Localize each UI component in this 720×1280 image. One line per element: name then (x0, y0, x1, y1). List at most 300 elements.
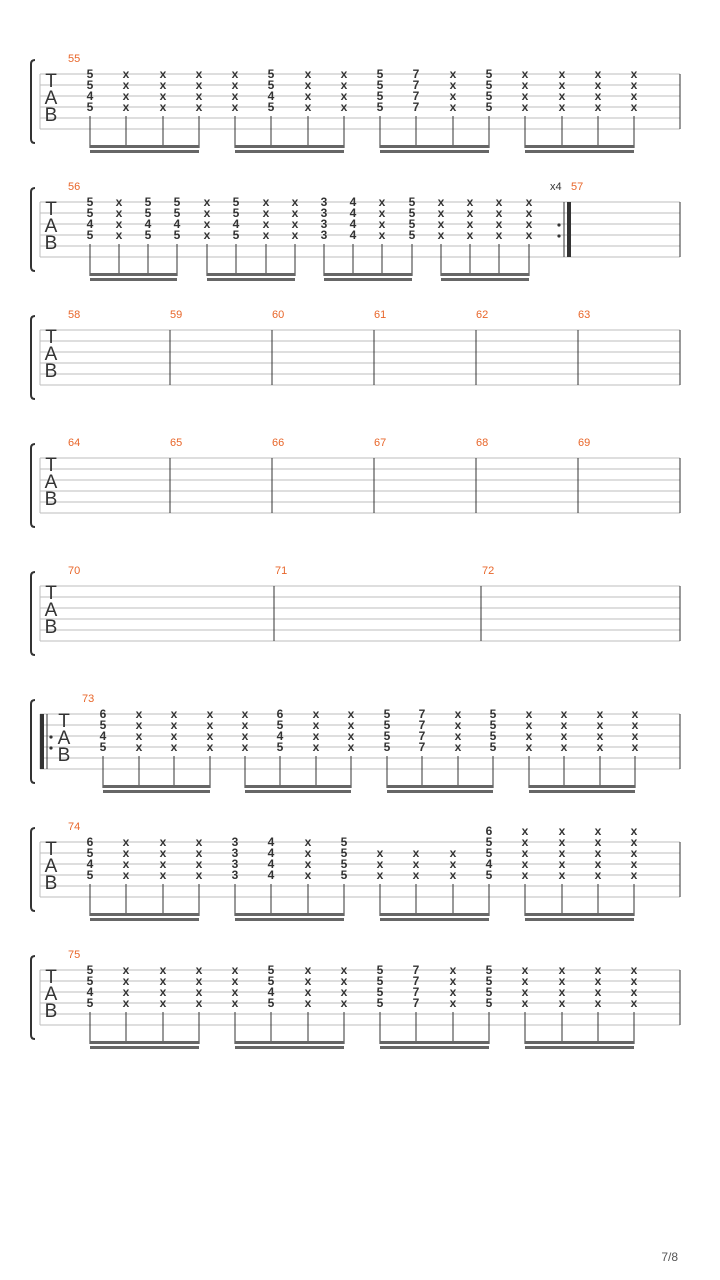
fret-note: 4 (86, 89, 94, 103)
fret-note: x (437, 217, 445, 231)
fret-note: x (159, 985, 167, 999)
beam (90, 150, 199, 153)
tab-clef-t: T (58, 711, 70, 732)
fret-note: 5 (376, 100, 384, 114)
fret-note: 5 (86, 195, 94, 209)
fret-note: 5 (86, 846, 94, 860)
measure-number: 57 (571, 181, 584, 193)
fret-note: 5 (489, 718, 497, 732)
fret-note: 3 (231, 857, 239, 871)
fret-note: x (558, 78, 566, 92)
fret-note: x (594, 89, 602, 103)
fret-note: 5 (485, 963, 493, 977)
fret-note: x (122, 67, 130, 81)
fret-note: x (378, 228, 386, 242)
tab-clef-a: A (44, 344, 58, 365)
fret-note: x (630, 963, 638, 977)
tab-clef-b: B (44, 489, 58, 510)
fret-note: 7 (412, 974, 420, 988)
fret-note: x (521, 857, 529, 871)
fret-note: x (241, 740, 249, 754)
fret-note: 7 (418, 729, 426, 743)
fret-note: x (630, 100, 638, 114)
fret-note: x (340, 67, 348, 81)
fret-note: 5 (232, 228, 240, 242)
tab-clef-b: B (44, 1001, 58, 1022)
beam (90, 1046, 199, 1049)
fret-note: x (206, 707, 214, 721)
fret-note: x (630, 835, 638, 849)
fret-note: x (135, 729, 143, 743)
beam (525, 145, 634, 148)
fret-note: 5 (144, 228, 152, 242)
fret-note: x (159, 974, 167, 988)
fret-note: x (135, 707, 143, 721)
fret-note: x (203, 195, 211, 209)
fret-note: x (558, 974, 566, 988)
fret-note: 5 (489, 707, 497, 721)
beam (235, 150, 344, 153)
fret-note: 4 (349, 217, 357, 231)
fret-note: x (525, 195, 533, 209)
fret-note: x (558, 67, 566, 81)
beam (207, 278, 295, 281)
fret-note: 5 (485, 846, 493, 860)
measure-number: 60 (272, 309, 285, 321)
fret-note: x (437, 228, 445, 242)
system-bracket (31, 444, 35, 527)
fret-note: x (412, 868, 420, 882)
fret-note: x (594, 67, 602, 81)
fret-note: x (304, 974, 312, 988)
fret-note: 3 (231, 846, 239, 860)
fret-note: 5 (376, 996, 384, 1010)
fret-note: x (594, 857, 602, 871)
fret-note: x (560, 729, 568, 743)
fret-note: x (195, 985, 203, 999)
fret-note: x (596, 707, 604, 721)
fret-note: 5 (376, 78, 384, 92)
beam (387, 790, 493, 793)
fret-note: x (630, 67, 638, 81)
fret-note: 5 (383, 718, 391, 732)
fret-note: x (376, 868, 384, 882)
fret-note: 6 (485, 824, 493, 838)
beam (207, 273, 295, 276)
fret-note: x (594, 100, 602, 114)
beam (525, 1041, 634, 1044)
fret-note: x (558, 963, 566, 977)
fret-note: x (340, 985, 348, 999)
fret-note: x (630, 996, 638, 1010)
beam (529, 785, 635, 788)
fret-note: 5 (376, 974, 384, 988)
fret-note: x (449, 974, 457, 988)
fret-note: x (195, 67, 203, 81)
fret-note: x (449, 846, 457, 860)
fret-note: 5 (408, 217, 416, 231)
fret-note: x (304, 100, 312, 114)
fret-note: x (558, 868, 566, 882)
fret-note: x (525, 740, 533, 754)
fret-note: x (122, 963, 130, 977)
fret-note: x (195, 996, 203, 1010)
fret-note: 4 (86, 985, 94, 999)
fret-note: x (521, 89, 529, 103)
fret-note: 5 (408, 206, 416, 220)
beam (235, 1046, 344, 1049)
fret-note: 5 (340, 868, 348, 882)
fret-note: 7 (412, 100, 420, 114)
fret-note: x (195, 868, 203, 882)
beam (90, 918, 199, 921)
fret-note: x (630, 985, 638, 999)
fret-note: 4 (267, 846, 275, 860)
fret-note: x (558, 996, 566, 1010)
fret-note: 5 (86, 206, 94, 220)
fret-note: x (525, 718, 533, 732)
fret-note: x (449, 996, 457, 1010)
fret-note: 5 (376, 963, 384, 977)
measure-number: 71 (275, 565, 288, 577)
fret-note: 5 (86, 974, 94, 988)
page-number: 7/8 (661, 1250, 678, 1264)
fret-note: x (521, 100, 529, 114)
fret-note: 4 (349, 228, 357, 242)
fret-note: x (449, 857, 457, 871)
fret-note: x (560, 740, 568, 754)
fret-note: x (304, 985, 312, 999)
fret-note: x (170, 740, 178, 754)
fret-note: x (291, 206, 299, 220)
repeat-dot (49, 746, 52, 749)
fret-note: 4 (349, 195, 357, 209)
system-bracket (31, 188, 35, 271)
fret-note: 7 (412, 78, 420, 92)
measure-number: 67 (374, 437, 387, 449)
fret-note: x (304, 963, 312, 977)
fret-note: 5 (86, 78, 94, 92)
system-bracket (31, 316, 35, 399)
beam (380, 150, 489, 153)
fret-note: 5 (86, 67, 94, 81)
tab-clef-b: B (44, 361, 58, 382)
tab-clef-b: B (57, 745, 71, 766)
fret-note: 7 (412, 67, 420, 81)
fret-note: x (206, 718, 214, 732)
fret-note: x (449, 963, 457, 977)
fret-note: x (195, 100, 203, 114)
fret-note: x (122, 996, 130, 1010)
fret-note: 3 (231, 835, 239, 849)
beam (245, 785, 351, 788)
fret-note: 7 (418, 740, 426, 754)
fret-note: x (495, 217, 503, 231)
fret-note: x (170, 718, 178, 732)
beam (90, 145, 199, 148)
fret-note: x (376, 857, 384, 871)
fret-note: 5 (86, 868, 94, 882)
fret-note: x (122, 835, 130, 849)
fret-note: x (159, 846, 167, 860)
fret-note: x (378, 206, 386, 220)
fret-note: x (304, 846, 312, 860)
measure-number: 66 (272, 437, 285, 449)
tab-clef-t: T (45, 967, 57, 988)
fret-note: x (347, 740, 355, 754)
fret-note: 5 (99, 718, 107, 732)
fret-note: 5 (485, 835, 493, 849)
fret-note: x (560, 707, 568, 721)
fret-note: x (195, 835, 203, 849)
fret-note: 4 (267, 835, 275, 849)
measure-number: 75 (68, 949, 81, 961)
fret-note: 5 (99, 740, 107, 754)
fret-note: x (521, 974, 529, 988)
fret-note: x (594, 868, 602, 882)
repeat-barline-thick (567, 202, 571, 257)
fret-note: x (630, 857, 638, 871)
system-bracket (31, 956, 35, 1039)
fret-note: 5 (232, 195, 240, 209)
fret-note: x (630, 89, 638, 103)
fret-note: x (630, 868, 638, 882)
repeat-dot (49, 735, 52, 738)
fret-note: x (241, 707, 249, 721)
fret-note: x (122, 846, 130, 860)
fret-note: x (241, 729, 249, 743)
beam (235, 918, 344, 921)
tab-clef-b: B (44, 105, 58, 126)
fret-note: x (231, 996, 239, 1010)
fret-note: x (437, 195, 445, 209)
fret-note: 5 (173, 195, 181, 209)
measure-number: 55 (68, 53, 81, 65)
fret-note: x (525, 729, 533, 743)
fret-note: x (115, 206, 123, 220)
fret-note: x (291, 217, 299, 231)
fret-note: x (558, 846, 566, 860)
fret-note: 5 (340, 835, 348, 849)
fret-note: x (521, 78, 529, 92)
fret-note: x (630, 824, 638, 838)
beam (324, 278, 412, 281)
beam (525, 913, 634, 916)
repeat-dot (557, 223, 560, 226)
fret-note: 5 (485, 67, 493, 81)
fret-note: x (159, 996, 167, 1010)
fret-note: 4 (485, 857, 493, 871)
fret-note: 6 (276, 707, 284, 721)
fret-note: x (304, 996, 312, 1010)
fret-note: 5 (267, 996, 275, 1010)
tab-clef-t: T (45, 327, 57, 348)
fret-note: x (206, 729, 214, 743)
fret-note: 5 (267, 963, 275, 977)
fret-note: 4 (276, 729, 284, 743)
fret-note: x (203, 217, 211, 231)
fret-note: 5 (144, 206, 152, 220)
fret-note: x (312, 718, 320, 732)
fret-note: x (558, 835, 566, 849)
fret-note: x (122, 100, 130, 114)
fret-note: 5 (376, 89, 384, 103)
fret-note: x (170, 729, 178, 743)
fret-note: x (195, 78, 203, 92)
fret-note: x (376, 846, 384, 860)
fret-note: x (340, 996, 348, 1010)
fret-note: 4 (99, 729, 107, 743)
fret-note: x (159, 100, 167, 114)
fret-note: 5 (267, 67, 275, 81)
fret-note: x (340, 89, 348, 103)
tab-clef-a: A (44, 856, 58, 877)
fret-note: x (122, 868, 130, 882)
system-bracket (31, 572, 35, 655)
fret-note: 5 (267, 78, 275, 92)
fret-note: x (122, 985, 130, 999)
tab-clef-b: B (44, 233, 58, 254)
tab-clef-t: T (45, 71, 57, 92)
fret-note: x (521, 835, 529, 849)
fret-note: 5 (408, 195, 416, 209)
repeat-barline-thick (40, 714, 44, 769)
measure-number: 73 (82, 693, 95, 705)
measure-number: 64 (68, 437, 81, 449)
beam (103, 790, 210, 793)
fret-note: 5 (86, 100, 94, 114)
fret-note: 3 (320, 195, 328, 209)
fret-note: x (412, 846, 420, 860)
fret-note: x (159, 963, 167, 977)
beam (90, 273, 177, 276)
fret-note: x (449, 100, 457, 114)
fret-note: x (347, 729, 355, 743)
fret-note: x (170, 707, 178, 721)
fret-note: x (594, 824, 602, 838)
fret-note: 5 (173, 206, 181, 220)
fret-note: x (521, 846, 529, 860)
fret-note: x (135, 740, 143, 754)
fret-note: x (596, 729, 604, 743)
fret-note: x (525, 217, 533, 231)
tab-clef-b: B (44, 617, 58, 638)
tab-clef-a: A (57, 728, 71, 749)
fret-note: x (262, 217, 270, 231)
fret-note: x (340, 78, 348, 92)
fret-note: 3 (320, 228, 328, 242)
measure-number: 56 (68, 181, 81, 193)
fret-note: x (466, 206, 474, 220)
fret-note: 5 (383, 729, 391, 743)
fret-note: x (231, 67, 239, 81)
fret-note: x (454, 718, 462, 732)
beam (380, 913, 489, 916)
fret-note: x (340, 963, 348, 977)
fret-note: 5 (232, 206, 240, 220)
measure-number: 74 (68, 821, 81, 833)
tab-clef-t: T (45, 199, 57, 220)
beam (103, 785, 210, 788)
fret-note: x (122, 89, 130, 103)
fret-note: x (203, 228, 211, 242)
fret-note: 4 (267, 89, 275, 103)
fret-note: x (525, 707, 533, 721)
tab-clef-b: B (44, 873, 58, 894)
fret-note: x (115, 217, 123, 231)
fret-note: 5 (144, 195, 152, 209)
fret-note: x (195, 974, 203, 988)
tab-clef-a: A (44, 88, 58, 109)
fret-note: x (122, 78, 130, 92)
fret-note: x (630, 846, 638, 860)
fret-note: x (291, 195, 299, 209)
beam (380, 1041, 489, 1044)
fret-note: x (231, 974, 239, 988)
fret-note: x (262, 195, 270, 209)
measure-number: 65 (170, 437, 183, 449)
fret-note: x (203, 206, 211, 220)
measure-number: 62 (476, 309, 489, 321)
beam (529, 790, 635, 793)
fret-note: x (560, 718, 568, 732)
fret-note: 4 (86, 857, 94, 871)
fret-note: x (630, 78, 638, 92)
fret-note: 5 (340, 857, 348, 871)
fret-note: 5 (485, 868, 493, 882)
fret-note: 4 (232, 217, 240, 231)
fret-note: x (596, 740, 604, 754)
fret-note: 4 (349, 206, 357, 220)
measure-number: 68 (476, 437, 489, 449)
tab-clef-a: A (44, 984, 58, 1005)
tab-clef-t: T (45, 455, 57, 476)
fret-note: 4 (86, 217, 94, 231)
fret-note: 5 (408, 228, 416, 242)
tab-clef-a: A (44, 600, 58, 621)
beam (525, 918, 634, 921)
fret-note: x (594, 996, 602, 1010)
fret-note: 5 (267, 100, 275, 114)
fret-note: x (594, 963, 602, 977)
beam (380, 1046, 489, 1049)
measure-number: 59 (170, 309, 183, 321)
fret-note: x (521, 996, 529, 1010)
fret-note: x (304, 78, 312, 92)
fret-note: 7 (412, 996, 420, 1010)
fret-note: x (195, 89, 203, 103)
fret-note: x (521, 67, 529, 81)
fret-note: x (594, 78, 602, 92)
fret-note: 3 (320, 206, 328, 220)
fret-note: x (495, 195, 503, 209)
fret-note: x (630, 974, 638, 988)
fret-note: x (159, 89, 167, 103)
fret-note: x (304, 835, 312, 849)
fret-note: x (558, 89, 566, 103)
beam (235, 1041, 344, 1044)
measure-number: 58 (68, 309, 81, 321)
beam (441, 273, 529, 276)
measure-number: 63 (578, 309, 591, 321)
tab-clef-t: T (45, 583, 57, 604)
fret-note: x (594, 974, 602, 988)
fret-note: x (347, 707, 355, 721)
fret-note: x (304, 89, 312, 103)
fret-note: x (631, 740, 639, 754)
beam (235, 145, 344, 148)
fret-note: x (195, 857, 203, 871)
